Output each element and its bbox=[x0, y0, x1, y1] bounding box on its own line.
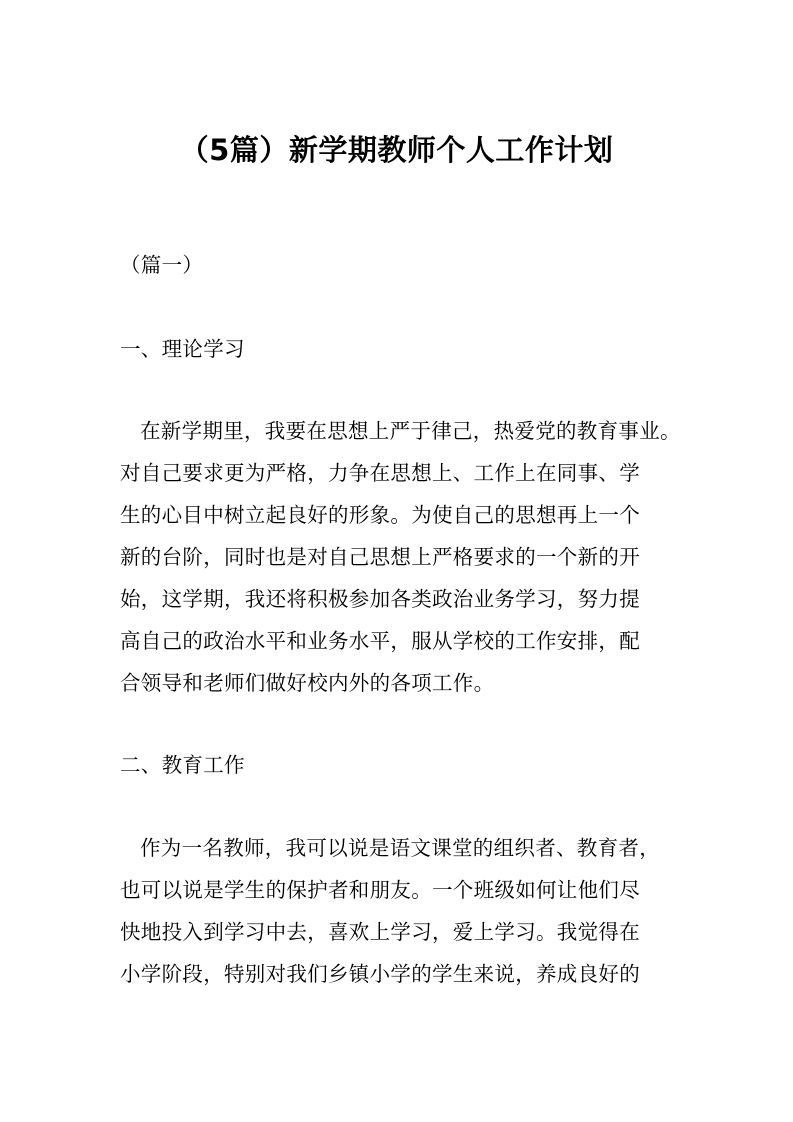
paragraph-line: 在新学期里，我要在思想上严于律己，热爱党的教育事业。 bbox=[140, 419, 681, 443]
paragraph-line: 对自己要求更为严格，力争在思想上、工作上在同事、学 bbox=[120, 461, 640, 485]
paragraph-line: 小学阶段，特别对我们乡镇小学的学生来说，养成良好的 bbox=[120, 962, 640, 986]
section-heading-education-work: 二、教育工作 bbox=[120, 753, 245, 777]
part-label: （篇一） bbox=[120, 253, 204, 277]
paragraph-line: 也可以说是学生的保护者和朋友。一个班级如何让他们尽 bbox=[120, 878, 640, 902]
paragraph-line: 快地投入到学习中去，喜欢上学习，爱上学习。我觉得在 bbox=[120, 920, 640, 944]
paragraph-line: 新的台阶，同时也是对自己思想上严格要求的一个新的开 bbox=[120, 545, 640, 569]
document-title: （5篇）新学期教师个人工作计划 bbox=[179, 133, 614, 167]
paragraph-line: 始，这学期，我还将积极参加各类政治业务学习，努力提 bbox=[120, 587, 640, 611]
paragraph-line: 合领导和老师们做好校内外的各项工作。 bbox=[120, 671, 495, 695]
paragraph-line: 生的心目中树立起良好的形象。为使自己的思想再上一个 bbox=[120, 503, 640, 527]
paragraph-line: 作为一名教师，我可以说是语文课堂的组织者、教育者， bbox=[140, 836, 660, 860]
paragraph-line: 高自己的政治水平和业务水平，服从学校的工作安排，配 bbox=[120, 629, 640, 653]
section-heading-theory-study: 一、理论学习 bbox=[120, 337, 245, 361]
